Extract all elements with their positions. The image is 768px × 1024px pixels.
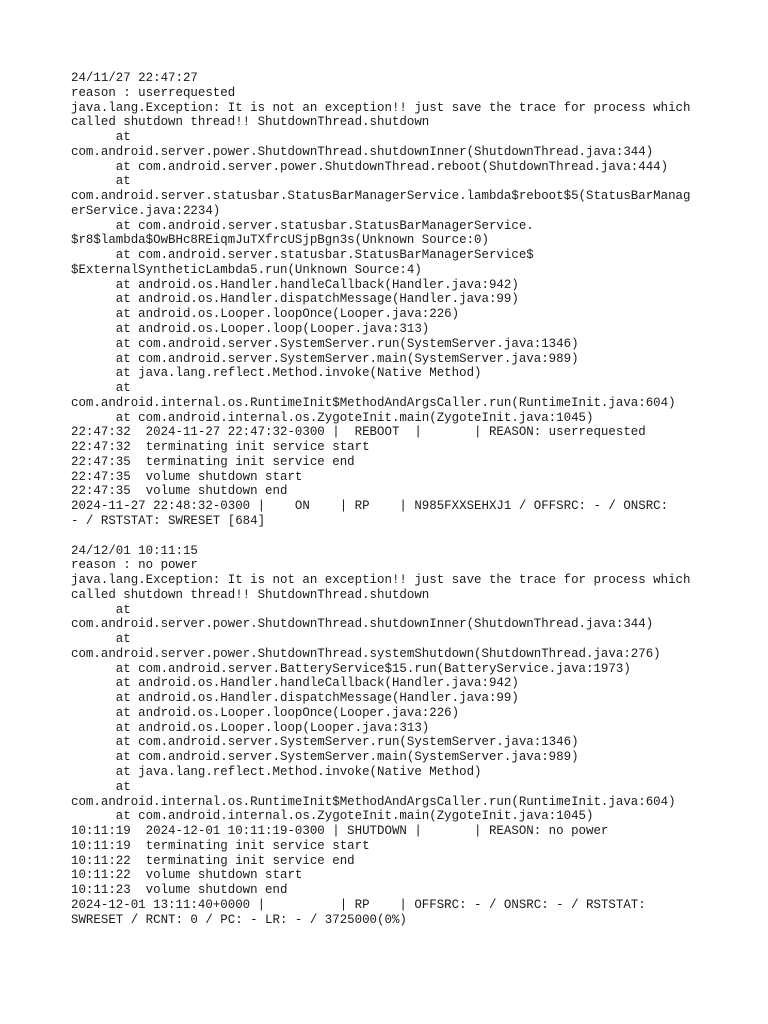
log-line: at android.os.Looper.loopOnce(Looper.java:226) (71, 705, 460, 720)
log-line: 22:47:32 2024-11-27 22:47:32-0300 | REBOOT | | REASON: userrequested (71, 425, 646, 440)
log-line: at android.os.Handler.handleCallback(Handler.java:942) (71, 277, 519, 292)
log-line: 22:47:35 terminating init service end (71, 454, 355, 469)
log-line: 2024-11-27 22:48:32-0300 | ON | RP | N985FXXSEHXJ1 / OFFSRC: - / ONSRC: (71, 499, 669, 514)
log-line: called shutdown thread!! ShutdownThread.shutdown (71, 587, 430, 602)
log-line: SWRESET / RCNT: 0 / PC: - LR: - / 3725000(0%) (71, 912, 407, 927)
log-line: - / RSTSTAT: SWRESET [684] (71, 513, 266, 528)
log-line: at (71, 130, 131, 145)
log-line: com.android.server.power.ShutdownThread.shutdownInner(ShutdownThread.java:344) (71, 617, 654, 632)
log-line: java.lang.Exception: It is not an exception!! just save the trace for process which (71, 573, 691, 588)
log-line: java.lang.Exception: It is not an exception!! just save the trace for process which (71, 100, 691, 115)
log-line: at com.android.server.statusbar.StatusBarManagerService. (71, 218, 534, 233)
log-line: at com.android.server.BatteryService$15.run(BatteryService.java:1973) (71, 661, 631, 676)
log-line: at com.android.internal.os.ZygoteInit.main(ZygoteInit.java:1045) (71, 410, 594, 425)
log-line: at (71, 381, 131, 396)
log-line: at java.lang.reflect.Method.invoke(Native Method) (71, 366, 482, 381)
log-line: 22:47:35 volume shutdown start (71, 469, 303, 484)
log-line: at java.lang.reflect.Method.invoke(Native Method) (71, 764, 482, 779)
log-line: at com.android.server.SystemServer.run(SystemServer.java:1346) (71, 336, 579, 351)
log-line: $r8$lambda$OwBHc8REiqmJuTXfrcUSjpBgn3s(Unknown Source:0) (71, 233, 489, 248)
log-line: 2024-12-01 13:11:40+0000 | | RP | OFFSRC: - / ONSRC: - / RSTSTAT: (71, 897, 646, 912)
log-line: at com.android.server.statusbar.StatusBarManagerService$ (71, 248, 534, 263)
log-line: at com.android.server.SystemServer.main(SystemServer.java:989) (71, 351, 579, 366)
log-line: 10:11:22 terminating init service end (71, 853, 355, 868)
log-line: 10:11:19 terminating init service start (71, 838, 370, 853)
log-line: com.android.server.power.ShutdownThread.shutdownInner(ShutdownThread.java:344) (71, 144, 654, 159)
log-line: 24/12/01 10:11:15 (71, 543, 198, 558)
log-line: at com.android.server.power.ShutdownThread.reboot(ShutdownThread.java:444) (71, 159, 669, 174)
log-line: $ExternalSyntheticLambda5.run(Unknown Source:4) (71, 262, 422, 277)
log-line: com.android.server.power.ShutdownThread.systemShutdown(ShutdownThread.java:276) (71, 646, 661, 661)
log-line: reason : userrequested (71, 85, 236, 100)
log-line: at (71, 779, 131, 794)
log-line: com.android.internal.os.RuntimeInit$MethodAndArgsCaller.run(RuntimeInit.java:604) (71, 395, 676, 410)
log-line: 24/11/27 22:47:27 (71, 71, 198, 85)
log-line: at com.android.server.SystemServer.run(SystemServer.java:1346) (71, 735, 579, 750)
log-line: at (71, 174, 131, 189)
log-line: at com.android.internal.os.ZygoteInit.main(ZygoteInit.java:1045) (71, 809, 594, 824)
log-line: reason : no power (71, 558, 198, 573)
log-line: erService.java:2234) (71, 203, 221, 218)
log-line: at (71, 602, 131, 617)
log-line: 10:11:19 2024-12-01 10:11:19-0300 | SHUTDOWN | | REASON: no power (71, 824, 609, 839)
log-line: at android.os.Looper.loop(Looper.java:313) (71, 720, 430, 735)
log-line: 22:47:32 terminating init service start (71, 440, 370, 455)
log-line: 10:11:23 volume shutdown end (71, 883, 288, 898)
log-line: com.android.internal.os.RuntimeInit$MethodAndArgsCaller.run(RuntimeInit.java:604) (71, 794, 676, 809)
log-line: com.android.server.statusbar.StatusBarManagerService.lambda$reboot$5(StatusBarManag (71, 189, 691, 204)
shutdown-log-document (71, 71, 711, 927)
log-line: at (71, 632, 131, 647)
log-line: at com.android.server.SystemServer.main(SystemServer.java:989) (71, 750, 579, 765)
log-line: at android.os.Handler.dispatchMessage(Handler.java:99) (71, 691, 519, 706)
log-line: 10:11:22 volume shutdown start (71, 868, 303, 883)
log-line: 22:47:35 volume shutdown end (71, 484, 288, 499)
log-line: called shutdown thread!! ShutdownThread.shutdown (71, 115, 430, 130)
log-line (71, 529, 711, 544)
log-line: at android.os.Handler.handleCallback(Handler.java:942) (71, 676, 519, 691)
log-line: at android.os.Handler.dispatchMessage(Handler.java:99) (71, 292, 519, 307)
log-line: at android.os.Looper.loopOnce(Looper.java:226) (71, 307, 460, 322)
log-line: at android.os.Looper.loop(Looper.java:313) (71, 322, 430, 337)
